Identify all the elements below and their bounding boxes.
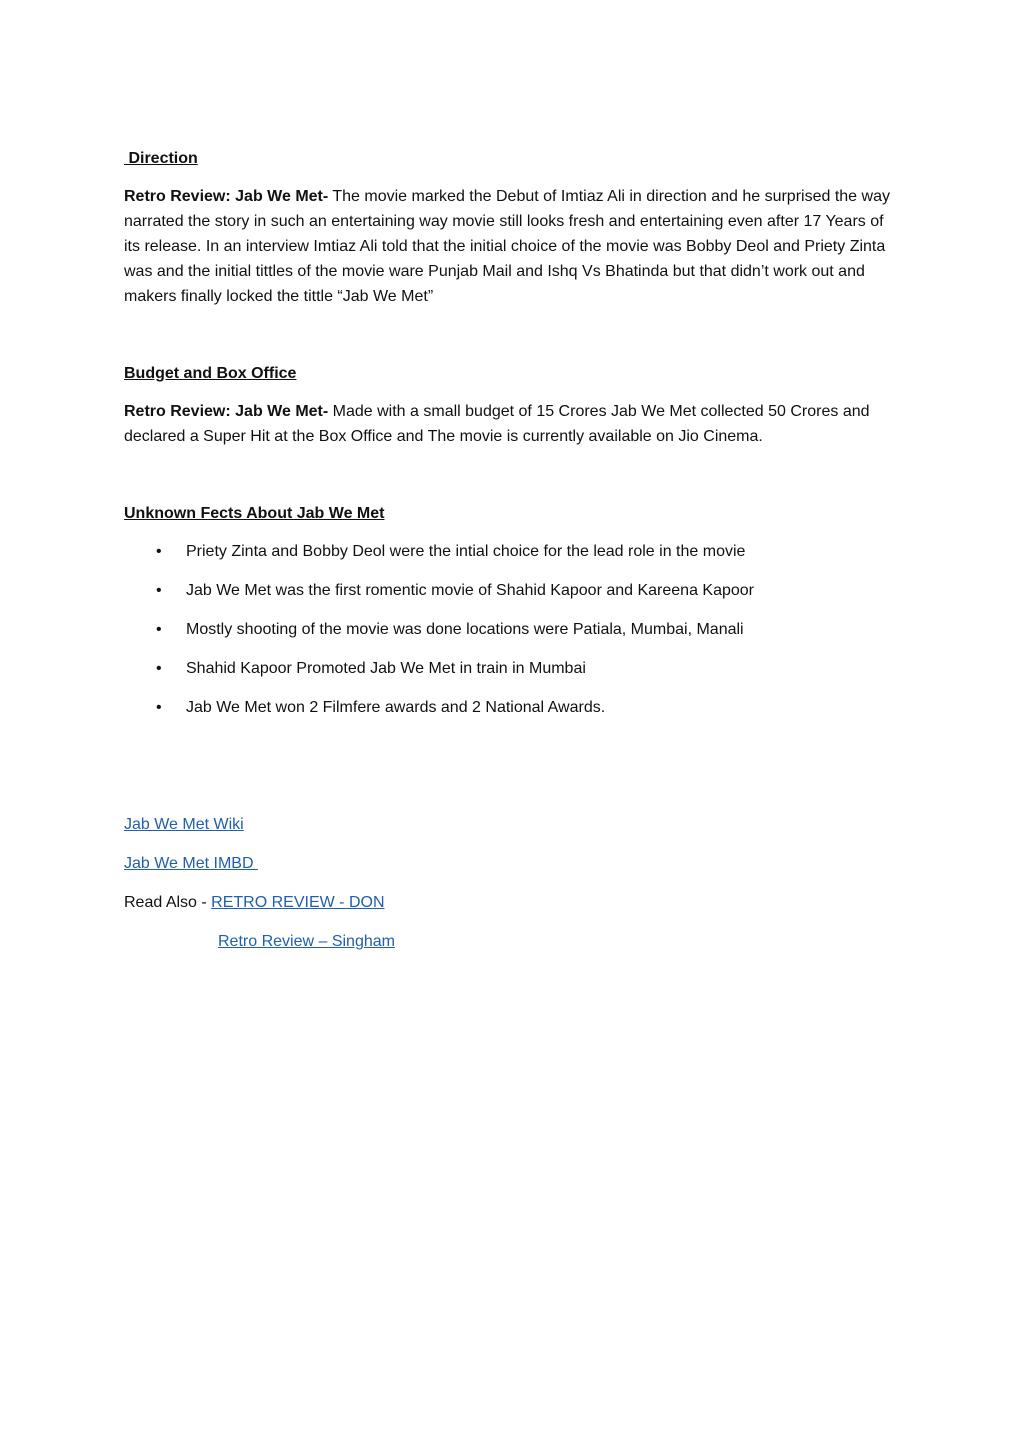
- bullet-icon: •: [156, 543, 162, 560]
- facts-list: [124, 539, 894, 720]
- read-also-label: Read Also -: [124, 894, 212, 911]
- bullet-icon: •: [156, 621, 162, 638]
- section-spacer: [124, 449, 894, 501]
- imdb-link[interactable]: Jab We Met IMBD: [124, 855, 258, 872]
- budget-lead: Retro Review: Jab We Met-: [124, 403, 329, 420]
- list-item: [124, 617, 894, 642]
- direction-lead: Retro Review: Jab We Met-: [124, 188, 329, 205]
- direction-heading: Direction: [124, 150, 198, 167]
- budget-heading: Budget and Box Office: [124, 365, 297, 382]
- budget-body: Made with a small budget of 15 Crores Jab We Met collected 50 Crores and declared a Super Hit at the Box Office and The movie is currently available on Jio Cinema.: [124, 403, 870, 445]
- read-also-row: [124, 890, 395, 915]
- list-item: [124, 578, 894, 603]
- related-links: [124, 812, 395, 968]
- imdb-link-row: [124, 851, 395, 876]
- list-item-text: Mostly shooting of the movie was done locations were Patiala, Mumbai, Manali: [186, 621, 744, 638]
- list-item: [124, 695, 894, 720]
- wiki-link[interactable]: Jab We Met Wiki: [124, 816, 244, 833]
- bullet-icon: •: [156, 582, 162, 599]
- list-item-text: Priety Zinta and Bobby Deol were the intial choice for the lead role in the movie: [186, 543, 746, 560]
- article-content: [124, 146, 894, 734]
- bullet-icon: •: [156, 699, 162, 716]
- list-item-text: Jab We Met was the first romentic movie of Shahid Kapoor and Kareena Kapoor: [186, 582, 755, 599]
- list-item: [124, 539, 894, 564]
- retro-don-link[interactable]: RETRO REVIEW - DON: [211, 894, 385, 911]
- retro-singham-link[interactable]: Retro Review – Singham: [218, 933, 395, 950]
- facts-heading: Unknown Fects About Jab We Met: [124, 505, 385, 522]
- list-item-text: Shahid Kapoor Promoted Jab We Met in train in Mumbai: [186, 660, 586, 677]
- singham-link-row: [124, 929, 395, 954]
- wiki-link-row: [124, 812, 395, 837]
- section-spacer: [124, 309, 894, 361]
- list-item-text: Jab We Met won 2 Filmfere awards and 2 National Awards.: [186, 699, 606, 716]
- list-item: [124, 656, 894, 681]
- direction-paragraph: [124, 184, 894, 309]
- budget-paragraph: [124, 399, 894, 449]
- bullet-icon: •: [156, 660, 162, 677]
- direction-body: The movie marked the Debut of Imtiaz Ali in direction and he surprised the way narrated the story in such an entertaining way movie still looks fresh and entertaining even after 17 Years of its release. In an interview Imtiaz Ali told that the initial choice of the movie was Bobby Deol and Priety Zinta was and the initial tittles of the movie ware Punjab Mail and Ishq Vs Bhatinda but that didn’t work out and makers finally locked the tittle “Jab We Met”: [124, 188, 890, 305]
